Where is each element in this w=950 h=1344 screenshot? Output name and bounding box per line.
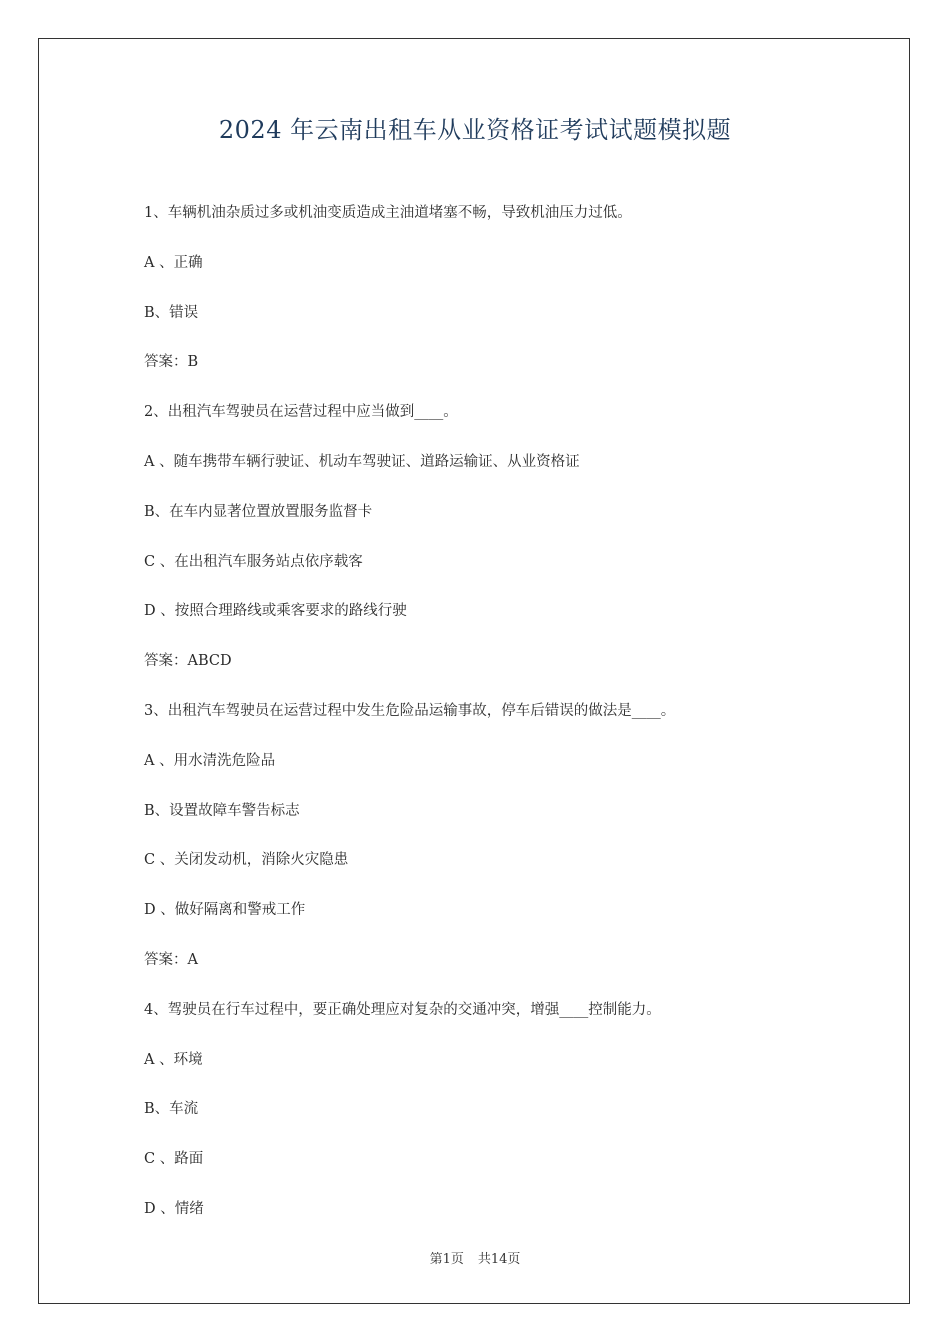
question-3-option-b: B、设置故障车警告标志 [144,802,300,819]
question-4-option-b: B、车流 [144,1101,199,1118]
question-1-option-b: B、错误 [144,304,199,321]
question-3-text: 3、出租汽车驾驶员在运营过程中发生危险品运输事故，停车后错误的做法是____。 [144,702,676,719]
document-title: 2024 年云南出租车从业资格证考试试题模拟题 [218,116,732,144]
question-3-option-d: D 、做好隔离和警戒工作 [144,902,306,919]
question-2-option-c: C 、在出租汽车服务站点依序载客 [144,553,363,570]
page-footer [0,1248,950,1267]
question-4-text: 4、驾驶员在行车过程中，要正确处理应对复杂的交通冲突，增强____控制能力。 [144,1001,661,1018]
question-2-option-d: D 、按照合理路线或乘客要求的路线行驶 [144,603,407,620]
question-2-option-b: B、在车内显著位置放置服务监督卡 [144,503,373,520]
question-3-answer: 答案：A [144,951,198,968]
question-2-option-a: A 、随车携带车辆行驶证、机动车驾驶证、道路运输证、从业资格证 [144,453,580,470]
question-2-text: 2、出租汽车驾驶员在运营过程中应当做到____。 [144,404,458,421]
question-3-option-a: A 、用水清洗危险品 [144,752,276,769]
question-2-answer: 答案：ABCD [144,653,232,670]
question-3-option-c: C 、关闭发动机，消除火灾隐患 [144,852,349,869]
question-1-answer: 答案：B [144,354,199,371]
question-1-text: 1、车辆机油杂质过多或机油变质造成主油道堵塞不畅，导致机油压力过低。 [144,205,632,221]
page-number: 第1页 [429,1252,464,1267]
question-4-option-a: A 、环境 [144,1051,203,1068]
question-list [144,201,844,1247]
page-total: 共14页 [477,1252,521,1267]
question-4-option-c: C 、路面 [144,1151,204,1168]
question-4-option-d: D 、情绪 [144,1200,204,1217]
question-1-option-a: A 、正确 [144,254,203,271]
